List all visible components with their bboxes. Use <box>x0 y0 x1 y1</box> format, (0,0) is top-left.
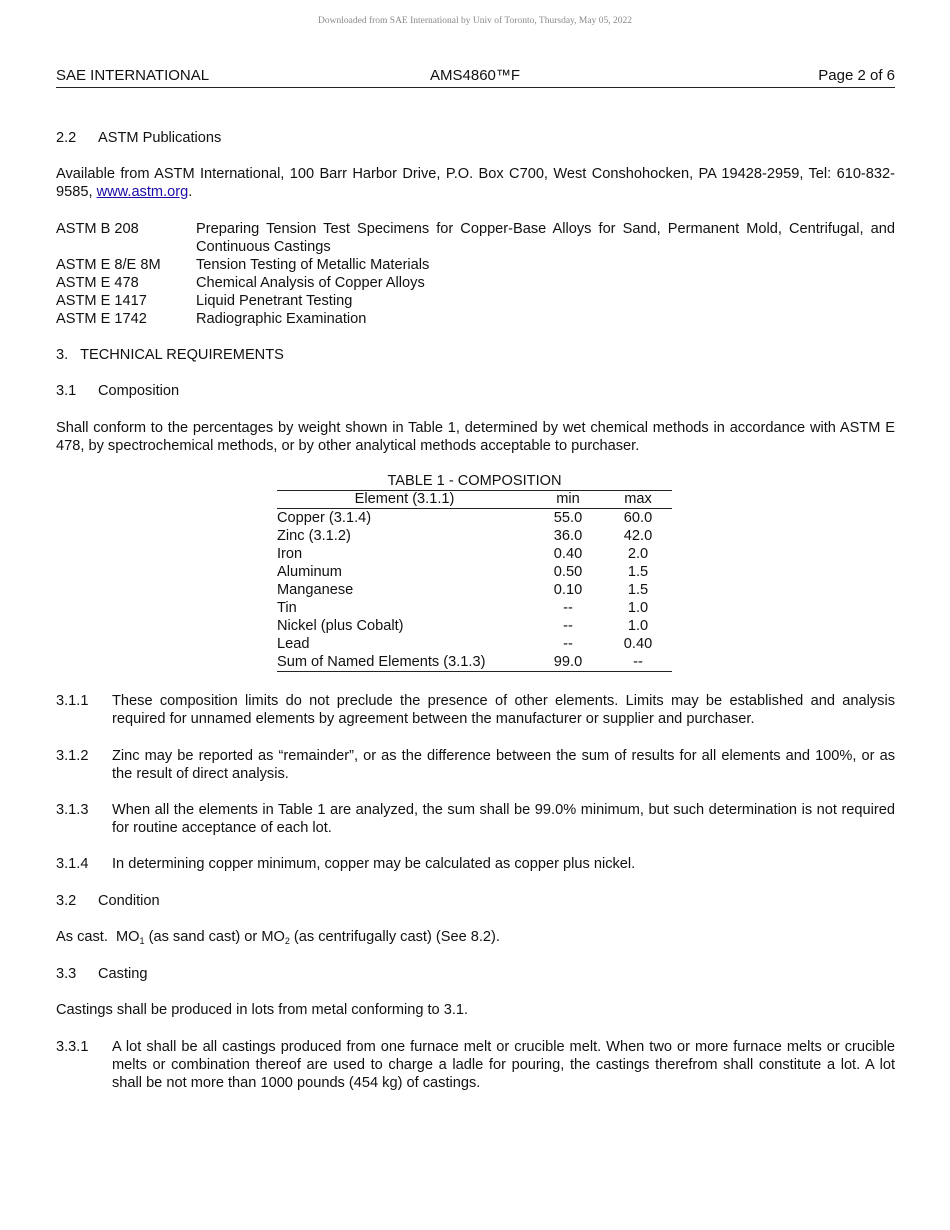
paragraph-3-1-2 <box>56 747 895 783</box>
condition-text-b: (as sand cast) or MO <box>144 929 285 945</box>
paragraph-text: These composition limits do not preclude the presence of other elements. Limits may be established and analysis required for unnamed elements by agreement between the manufacturer or supplier and purchaser. <box>112 693 895 727</box>
table-row <box>277 635 672 653</box>
element-cell: Iron <box>277 546 303 562</box>
table-row <box>277 617 672 635</box>
astm-website-link[interactable]: www.astm.org <box>96 184 189 200</box>
min-cell: -- <box>563 600 573 616</box>
max-cell: 60.0 <box>623 510 653 526</box>
column-header-max: max <box>604 491 672 509</box>
reference-item <box>56 256 895 274</box>
condition-text-c: (as centrifugally cast) (See 8.2). <box>289 929 500 945</box>
paragraph-text: When all the elements in Table 1 are analyzed, the sum shall be 99.0% minimum, but such determination is not required for routine acceptance of each lot. <box>112 802 895 836</box>
element-cell: Aluminum <box>277 564 342 580</box>
reference-item <box>56 220 895 256</box>
min-cell: -- <box>563 636 573 652</box>
paragraph-text: Zinc may be reported as “remainder”, or as the difference between the sum of results for all elements and 100%, or as the result of direct analysis. <box>112 748 895 782</box>
reference-code: ASTM E 1417 <box>56 293 147 309</box>
min-cell: 0.50 <box>553 564 583 580</box>
section-title: Casting <box>98 966 148 982</box>
astm-intro-text: Available from ASTM International, 100 Barr Harbor Drive, P.O. Box C700, West Conshohocken, PA 19428-2959, Tel: 610-832-9585, <box>56 166 895 200</box>
section-title: Composition <box>98 383 180 399</box>
table-row <box>277 563 672 581</box>
table-row <box>277 527 672 545</box>
element-cell: Sum of Named Elements (3.1.3) <box>277 653 532 672</box>
min-cell: 36.0 <box>553 528 583 544</box>
section-number: 3.2 <box>56 893 77 909</box>
paragraph-3-1-4 <box>56 855 895 873</box>
table-row <box>277 509 672 528</box>
paragraph-3-1-1 <box>56 692 895 728</box>
astm-intro-end: . <box>188 184 193 200</box>
table-header-row <box>277 491 672 509</box>
header-publisher: SAE INTERNATIONAL <box>56 67 210 84</box>
page-header <box>56 67 895 88</box>
reference-item <box>56 292 895 310</box>
reference-code: ASTM E 8/E 8M <box>56 257 161 273</box>
paragraph-number: 3.1.3 <box>56 802 89 818</box>
min-cell: 99.0 <box>532 653 604 672</box>
reference-description: Radiographic Examination <box>196 311 367 327</box>
max-cell: 1.5 <box>627 564 649 580</box>
paragraph-text: In determining copper minimum, copper may be calculated as copper plus nickel. <box>112 856 636 872</box>
max-cell: 1.0 <box>627 618 649 634</box>
reference-item <box>56 274 895 292</box>
condition-paragraph <box>56 928 895 946</box>
max-cell: 42.0 <box>623 528 653 544</box>
reference-description: Tension Testing of Metallic Materials <box>196 257 430 273</box>
condition-text-a: As cast. MO <box>56 929 140 945</box>
reference-description: Preparing Tension Test Specimens for Copper-Base Alloys for Sand, Permanent Mold, Centrifugal, and Continuous Castings <box>196 221 895 255</box>
element-cell: Manganese <box>277 582 354 598</box>
header-doc-number: AMS4860™F <box>430 67 521 84</box>
max-cell: -- <box>604 653 672 672</box>
max-cell: 1.0 <box>627 600 649 616</box>
section-title: ASTM Publications <box>98 130 222 146</box>
table-row <box>277 581 672 599</box>
reference-code: ASTM E 478 <box>56 275 139 291</box>
header-page-number: Page 2 of 6 <box>818 67 895 84</box>
max-cell: 2.0 <box>627 546 649 562</box>
condition-subscript-1: 1 <box>139 936 145 946</box>
paragraph-text: A lot shall be all castings produced from one furnace melt or crucible melt. When two or more furnace melts or crucible melts or combination thereof are used to charge a ladle for pouring, the castings therefrom shall constitute a lot. A lot shall be not more than 1000 pounds (454 kg) of castings. <box>112 1039 895 1091</box>
max-cell: 0.40 <box>623 636 653 652</box>
table-row <box>277 599 672 617</box>
paragraph-number: 3.1.2 <box>56 748 89 764</box>
paragraph-3-1-3 <box>56 801 895 837</box>
column-header-min: min <box>532 491 604 509</box>
reference-code: ASTM E 1742 <box>56 311 147 327</box>
composition-table <box>277 472 672 672</box>
reference-description: Liquid Penetrant Testing <box>196 293 353 309</box>
section-3-heading: 3. TECHNICAL REQUIREMENTS <box>56 347 284 363</box>
table-row <box>277 545 672 563</box>
element-cell: Copper (3.1.4) <box>277 510 372 526</box>
paragraph-number: 3.3.1 <box>56 1039 89 1055</box>
condition-subscript-2: 2 <box>284 936 290 946</box>
reference-description: Chemical Analysis of Copper Alloys <box>196 275 425 291</box>
element-cell: Lead <box>277 636 310 652</box>
min-cell: -- <box>563 618 573 634</box>
element-cell: Nickel (plus Cobalt) <box>277 618 404 634</box>
download-watermark: Downloaded from SAE International by Univ of Toronto, Thursday, May 05, 2022 <box>318 16 632 26</box>
max-cell: 1.5 <box>627 582 649 598</box>
element-cell: Zinc (3.1.2) <box>277 528 351 544</box>
composition-paragraph: Shall conform to the percentages by weight shown in Table 1, determined by wet chemical methods in accordance with ASTM E 478, by spectrochemical methods, or by other analytical methods acceptable to purchaser. <box>56 420 895 454</box>
reference-item <box>56 310 895 328</box>
reference-code: ASTM B 208 <box>56 221 139 237</box>
paragraph-number: 3.1.1 <box>56 693 89 709</box>
table-row <box>277 653 672 672</box>
paragraph-number: 3.1.4 <box>56 856 89 872</box>
section-number: 3.1 <box>56 383 77 399</box>
paragraph-3-3-1 <box>56 1038 895 1092</box>
min-cell: 0.40 <box>553 546 583 562</box>
min-cell: 55.0 <box>553 510 583 526</box>
table-caption: TABLE 1 - COMPOSITION <box>387 473 562 489</box>
casting-paragraph: Castings shall be produced in lots from metal conforming to 3.1. <box>56 1002 469 1018</box>
element-cell: Tin <box>277 600 297 616</box>
section-number: 3.3 <box>56 966 77 982</box>
section-number: 2.2 <box>56 130 77 146</box>
section-title: Condition <box>98 893 160 909</box>
column-header-element: Element (3.1.1) <box>277 491 532 509</box>
astm-intro-paragraph <box>56 165 895 201</box>
min-cell: 0.10 <box>553 582 583 598</box>
